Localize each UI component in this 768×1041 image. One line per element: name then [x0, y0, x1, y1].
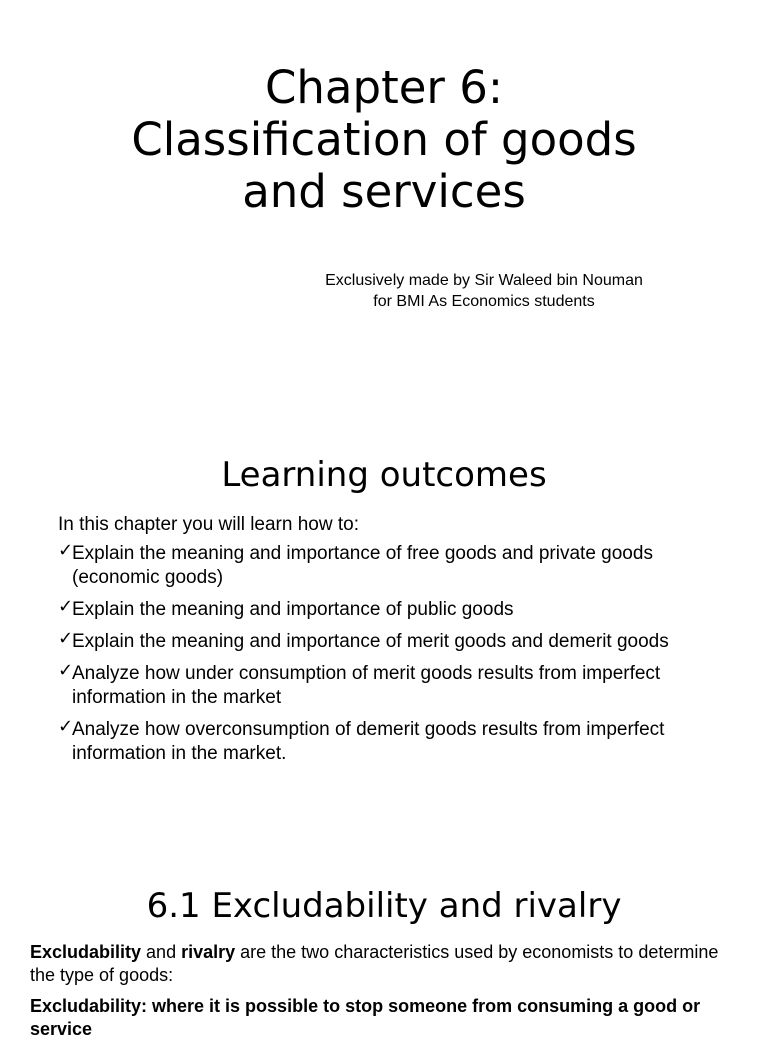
- checkmark-icon: ✓: [58, 540, 74, 561]
- term-excludability: Excludability: [30, 942, 142, 962]
- checkmark-icon: ✓: [58, 596, 74, 617]
- outcome-text: Explain the meaning and importance of free goods and private goods (economic goods): [72, 543, 653, 588]
- excludability-definition: Excludability: where it is possible to stop someone from consuming a good or service: [30, 996, 701, 1039]
- checkmark-icon: ✓: [58, 716, 74, 737]
- section-title: 6.1 Excludability and rivalry: [146, 886, 622, 926]
- outcome-text: Explain the meaning and importance of merit goods and demerit goods: [72, 631, 669, 652]
- credit-line-1: Exclusively made by Sir Waleed bin Nouman: [325, 272, 643, 289]
- connector-text: and: [141, 942, 182, 962]
- list-item: [58, 542, 738, 590]
- section-intro-paragraph: [30, 941, 730, 987]
- term-rivalry: rivalry: [181, 942, 236, 962]
- list-item: [58, 630, 738, 654]
- checkmark-icon: ✓: [58, 660, 74, 681]
- chapter-title: [0, 62, 768, 218]
- chapter-title-line-3: and services: [242, 165, 526, 218]
- chapter-title-line-1: Chapter 6:: [264, 61, 503, 114]
- checkmark-icon: ✓: [58, 628, 74, 649]
- learning-outcomes-title: Learning outcomes: [221, 455, 547, 495]
- author-credit: [300, 270, 668, 312]
- list-item: [58, 718, 738, 766]
- list-item: [58, 598, 738, 622]
- outcome-text: Analyze how under consumption of merit goods results from imperfect information in the market: [72, 663, 661, 708]
- outcome-text: Analyze how overconsumption of demerit goods results from imperfect information in the market.: [72, 719, 665, 764]
- learning-outcomes-intro: In this chapter you will learn how to:: [58, 514, 359, 535]
- credit-line-2: for BMI As Economics students: [373, 293, 595, 310]
- outcome-text: Explain the meaning and importance of public goods: [72, 599, 514, 620]
- chapter-title-line-2: Classification of goods: [131, 113, 637, 166]
- learning-outcomes-list: [58, 542, 738, 774]
- list-item: [58, 662, 738, 710]
- paragraph-text: are the two characteristics used by economists to determine the type of goods:: [30, 942, 719, 985]
